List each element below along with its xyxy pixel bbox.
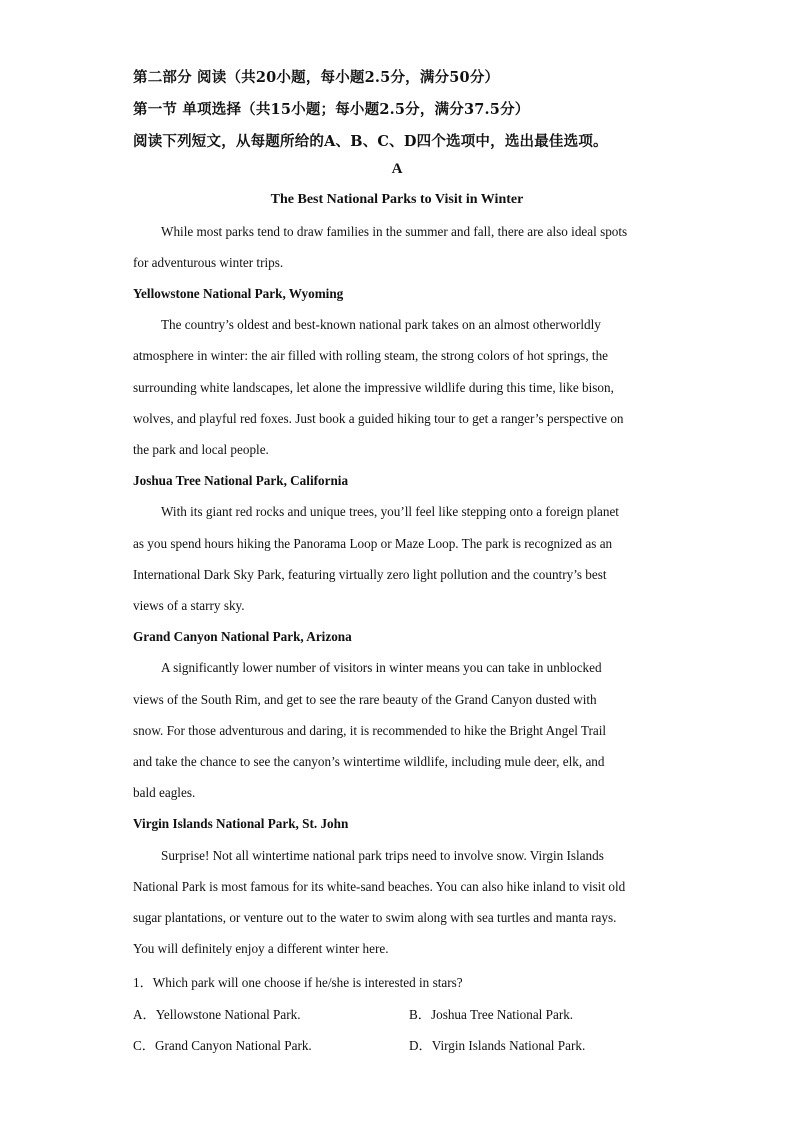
paragraph-line: bald eagles. (133, 785, 196, 800)
section-heading: Joshua Tree National Park, California (133, 473, 349, 488)
paragraph-line: A significantly lower number of visitors in winter means you can take in unblocked (161, 660, 602, 675)
paragraph-line: snow. For those adventurous and daring, it is recommended to hike the Bright Angel Trail (133, 723, 607, 738)
paragraph-line: views of the South Rim, and get to see the rare beauty of the Grand Canyon dusted with (133, 692, 597, 707)
option-b: B．Joshua Tree National Park. (409, 1007, 574, 1022)
paragraph-line: International Dark Sky Park, featuring virtually zero light pollution and the country’s best (133, 567, 607, 582)
paragraph-line: and take the chance to see the canyon’s wintertime wildlife, including mule deer, elk, and (133, 754, 605, 769)
option-a: A．Yellowstone National Park. (133, 1007, 301, 1022)
option-c: C．Grand Canyon National Park. (133, 1038, 312, 1053)
paragraph-line: National Park is most famous for its white-sand beaches. You can also hike inland to visit old (133, 879, 626, 894)
question-stem: 1．Which park will one choose if he/she is interested in stars? (133, 975, 463, 990)
paragraph-line: You will definitely enjoy a different winter here. (133, 941, 389, 956)
section-heading: Yellowstone National Park, Wyoming (133, 286, 344, 301)
paragraph-line: sugar plantations, or venture out to the water to swim along with sea turtles and manta rays. (133, 910, 617, 925)
section-heading: Grand Canyon National Park, Arizona (133, 629, 352, 644)
passage-title: The Best National Parks to Visit in Winter (270, 192, 524, 207)
paragraph-line: The country’s oldest and best-known national park takes on an almost otherworldly (161, 317, 601, 332)
paragraph-line: surrounding white landscapes, let alone the impressive wildlife during this time, like bison, (133, 380, 614, 395)
paragraph-line: With its giant red rocks and unique trees, you’ll feel like stepping onto a foreign planet (161, 504, 619, 519)
paragraph-line: Surprise! Not all wintertime national park trips need to involve snow. Virgin Islands (161, 848, 604, 863)
paragraph-line: atmosphere in winter: the air filled with rolling steam, the strong colors of hot springs, the (133, 348, 609, 363)
paragraph-line: views of a starry sky. (133, 598, 245, 613)
section-heading: Virgin Islands National Park, St. John (133, 816, 349, 831)
instructions: 阅读下列短文，从每题所给的A、B、C、D四个选项中，选出最佳选项。 (133, 133, 608, 150)
section-header: 第二部分 阅读（共20小题，每小题2.5分，满分50分） (133, 69, 500, 86)
paragraph-line: for adventurous winter trips. (133, 255, 284, 270)
paragraph-line: as you spend hours hiking the Panorama Loop or Maze Loop. The park is recognized as an (133, 536, 613, 551)
paragraph-line: the park and local people. (133, 442, 269, 457)
option-d: D．Virgin Islands National Park. (409, 1038, 586, 1053)
paragraph-line: While most parks tend to draw families in the summer and fall, there are also ideal spots (161, 224, 628, 239)
paragraph-line: wolves, and playful red foxes. Just book a guided hiking tour to get a ranger’s perspective on (133, 411, 624, 426)
subsection-header: 第一节 单项选择（共15小题；每小题2.5分，满分37.5分） (133, 101, 530, 118)
passage-letter: A (391, 161, 403, 177)
